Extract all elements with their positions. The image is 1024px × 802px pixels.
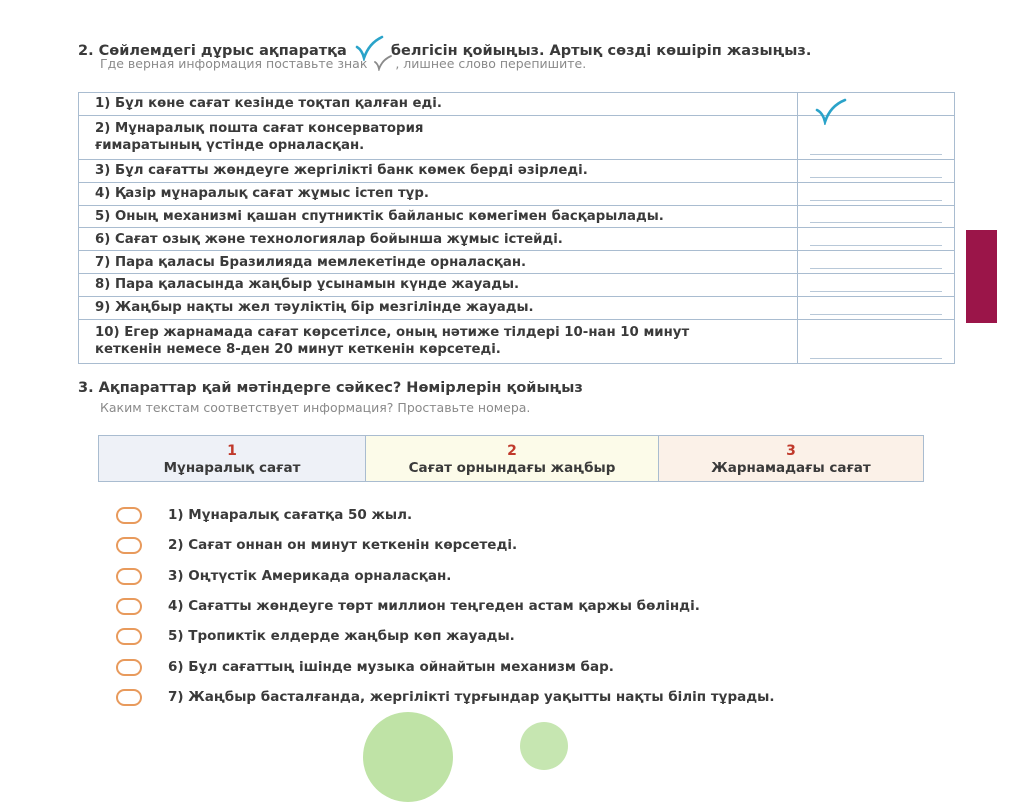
answer-circle[interactable] bbox=[116, 659, 142, 676]
answer-cell[interactable] bbox=[798, 251, 955, 274]
item-text: 2) Сағат оннан он минут кеткенін көрсетеді. bbox=[168, 537, 518, 554]
answer-cell[interactable] bbox=[798, 115, 955, 159]
answer-cell[interactable] bbox=[798, 228, 955, 251]
list-item bbox=[116, 505, 896, 529]
statement-row bbox=[79, 160, 955, 183]
item-text: 6) Бұл сағаттың ішінде музыка ойнайтын механизм бар. bbox=[168, 658, 614, 675]
statement-row bbox=[79, 228, 955, 251]
decorative-circle bbox=[520, 722, 568, 770]
answer-line[interactable] bbox=[810, 245, 942, 246]
answer-line[interactable] bbox=[810, 200, 942, 201]
answer-cell[interactable] bbox=[798, 274, 955, 297]
statement-line: 10) Егер жарнамада сағат көрсетілсе, оның нәтиже тілдері 10-нан 10 минут bbox=[95, 325, 690, 341]
statement-line: 8) Пара қаласында жаңбыр ұсынамын күнде жауады. bbox=[95, 277, 520, 293]
answer-line[interactable] bbox=[810, 268, 942, 269]
item-text: 4) Сағатты жөндеуге төрт миллион теңгеден астам қаржы бөлінді. bbox=[168, 597, 700, 614]
statement-row bbox=[79, 251, 955, 274]
item-text: 3) Оңтүстік Америкада орналасқан. bbox=[168, 567, 452, 584]
statement-line: 5) Оның механизмі қашан спутниктік байланыс көмегімен басқарылады. bbox=[95, 209, 664, 225]
task3-title: 3. Ақпараттар қай мәтіндерге сәйкес? Нөмірлерін қойыңыз bbox=[78, 380, 583, 396]
category-header bbox=[98, 435, 924, 482]
decorative-circle bbox=[363, 712, 453, 802]
statement-text bbox=[79, 319, 798, 363]
statement-row bbox=[79, 182, 955, 205]
answer-circle[interactable] bbox=[116, 598, 142, 615]
statement-text bbox=[79, 205, 798, 228]
statement-row bbox=[79, 205, 955, 228]
statement-text bbox=[79, 160, 798, 183]
category-label: Жарнамадағы сағат bbox=[711, 459, 871, 476]
statement-line: 7) Пара қаласы Бразилияда мемлекетінде орналасқан. bbox=[95, 254, 527, 270]
list-item bbox=[116, 657, 896, 681]
answer-line[interactable] bbox=[810, 291, 942, 292]
answer-line[interactable] bbox=[810, 177, 942, 178]
category-number: 2 bbox=[507, 442, 517, 459]
answer-circle[interactable] bbox=[116, 628, 142, 645]
task2-title-after: белгісін қойыңыз. Артық сөзді көшіріп жазыңыз. bbox=[390, 43, 812, 59]
task2-title-before: 2. Сөйлемдегі дұрыс ақпаратқа bbox=[78, 43, 347, 59]
statement-line: 4) Қазір мұнаралық сағат жұмыс істеп тұр. bbox=[95, 186, 429, 202]
answer-cell[interactable] bbox=[798, 93, 955, 116]
category-2 bbox=[366, 436, 659, 481]
accent-bar bbox=[966, 230, 997, 323]
statement-text bbox=[79, 93, 798, 116]
task2-subtitle-after: , лишнее слово перепишите. bbox=[395, 56, 587, 71]
item-text: 5) Тропиктік елдерде жаңбыр көп жауады. bbox=[168, 628, 515, 645]
statement-text bbox=[79, 296, 798, 319]
statement-line: 6) Сағат озық және технологиялар бойынша жұмыс істейді. bbox=[95, 231, 563, 247]
answer-cell[interactable] bbox=[798, 205, 955, 228]
answer-cell[interactable] bbox=[798, 319, 955, 363]
statement-row bbox=[79, 115, 955, 159]
task2-subtitle-before: Где верная информация поставьте знак bbox=[100, 56, 368, 71]
statements-table bbox=[78, 92, 955, 364]
list-item bbox=[116, 535, 896, 559]
statement-line: 9) Жаңбыр нақты жел тәуліктің бір мезгілінде жауады. bbox=[95, 300, 534, 316]
answer-line[interactable] bbox=[810, 222, 942, 223]
category-1 bbox=[99, 436, 366, 481]
list-item bbox=[116, 626, 896, 650]
checkmark-icon bbox=[373, 55, 393, 71]
answer-circle[interactable] bbox=[116, 568, 142, 585]
list-item bbox=[116, 566, 896, 590]
statement-line: кеткенін немесе 8-ден 20 минут кеткенін көрсетеді. bbox=[95, 342, 501, 358]
answer-circle[interactable] bbox=[116, 689, 142, 706]
answer-circle[interactable] bbox=[116, 507, 142, 524]
answer-cell[interactable] bbox=[798, 182, 955, 205]
statement-line: 2) Мұнаралық пошта сағат консерватория bbox=[95, 121, 424, 137]
list-item bbox=[116, 596, 896, 620]
category-label: Мұнаралық сағат bbox=[163, 459, 301, 476]
list-item bbox=[116, 687, 896, 711]
task3-subtitle: Каким текстам соответствует информация? Проставьте номера. bbox=[100, 400, 531, 415]
item-text: 1) Мұнаралық сағатқа 50 жыл. bbox=[168, 507, 413, 523]
statement-line: 1) Бұл көне сағат кезінде тоқтап қалған еді. bbox=[95, 96, 442, 112]
category-number: 1 bbox=[227, 442, 237, 459]
answer-line[interactable] bbox=[810, 154, 942, 155]
answer-cell[interactable] bbox=[798, 296, 955, 319]
task2-subtitle bbox=[100, 55, 586, 71]
statement-text bbox=[79, 182, 798, 205]
category-3 bbox=[659, 436, 923, 481]
answer-line[interactable] bbox=[810, 358, 942, 359]
statement-row bbox=[79, 319, 955, 363]
answer-circle[interactable] bbox=[116, 537, 142, 554]
statement-text bbox=[79, 251, 798, 274]
answer-cell[interactable] bbox=[798, 160, 955, 183]
item-text: 7) Жаңбыр басталғанда, жергілікті тұрғындар уақытты нақты біліп тұрады. bbox=[168, 688, 775, 705]
statement-text bbox=[79, 228, 798, 251]
answer-line[interactable] bbox=[810, 314, 942, 315]
category-number: 3 bbox=[786, 442, 796, 459]
statement-line: ғимаратының үстінде орналасқан. bbox=[95, 138, 365, 154]
statement-line: 3) Бұл сағатты жөндеуге жергілікті банк көмек берді әзірледі. bbox=[95, 163, 588, 179]
statement-row bbox=[79, 274, 955, 297]
category-label: Сағат орнындағы жаңбыр bbox=[408, 459, 616, 476]
statement-text bbox=[79, 115, 798, 159]
statement-row bbox=[79, 93, 955, 116]
statement-text bbox=[79, 274, 798, 297]
statement-row bbox=[79, 296, 955, 319]
